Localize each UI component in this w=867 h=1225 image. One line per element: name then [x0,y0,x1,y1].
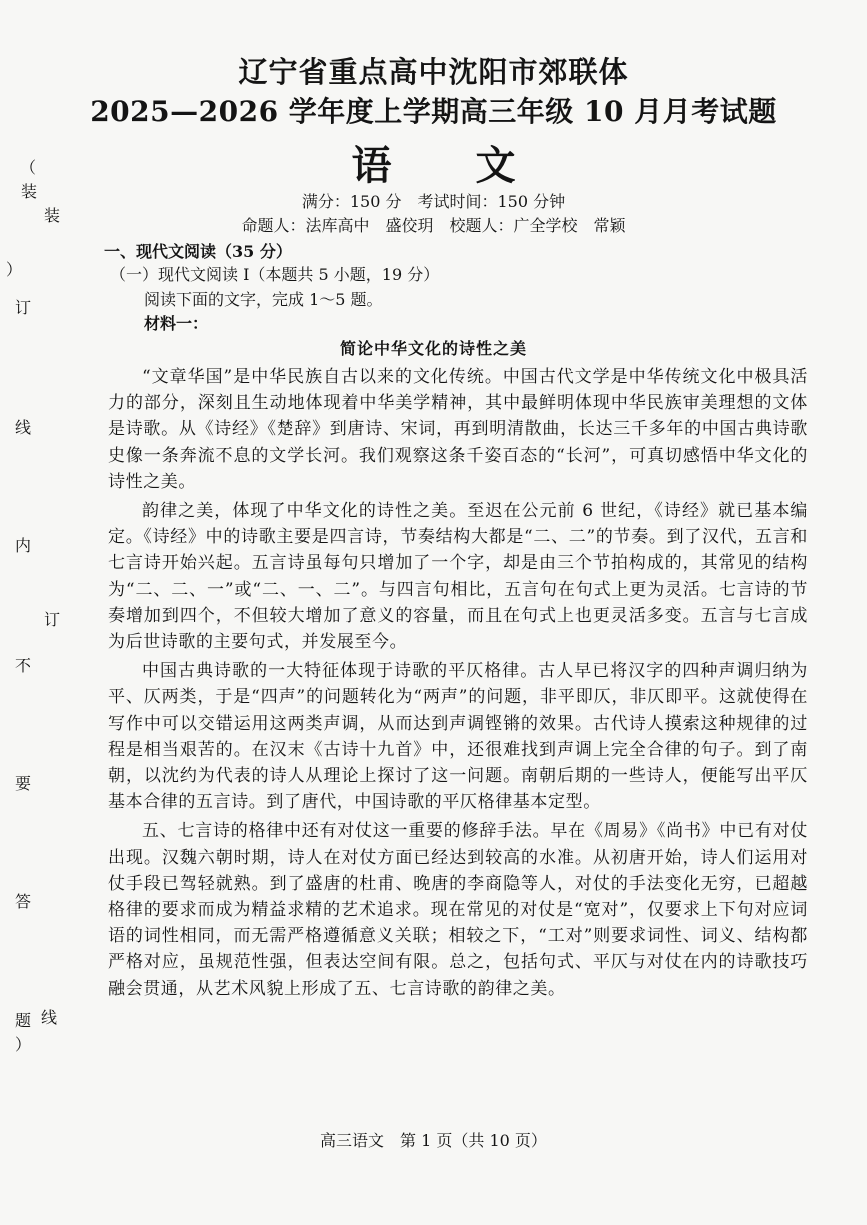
binding-outer-5: 内 [15,536,32,555]
article-title: 简论中华文化的诗性之美 [339,339,527,358]
section-subtitle: （一）现代文阅读 I（本题共 5 小题，19 分） [110,265,440,284]
binding-outer-9: 题 [15,1011,32,1030]
article-paragraph-2: 韵律之美，体现了中华文化的诗性之美。至迟在公元前 6 世纪，《诗经》就已基本编定。《诗经》中的诗歌主要是四言诗，节奏结构大都是“二、二”的节奏。到了汉代，五言和七言诗开始兴起。五言诗虽每句只增加了一个字，却是由三个节拍构成的，其常见的结构为“二、二、一”或“二、一、二”。与四言句相比，五言句在句式上更为灵活。七言诗的节奏增加到四个，不但较大增加了意义的容量，而且在句式上也更灵活多变。五言与七言成为后世诗歌的主要句式，并发展至今。 [108,501,808,653]
binding-inner-0: 装 [44,206,61,225]
binding-outer-8: 答 [15,892,32,911]
binding-outer-0: （ [20,158,37,177]
exam-term-title: 2025—2026 学年度上学期高三年级 10 月月考试题 [90,95,777,128]
binding-outer-7: 要 [15,774,32,793]
article-paragraph-4: 五、七言诗的格律中还有对仗这一重要的修辞手法。早在《周易》《尚书》中已有对仗出现。汉魏六朝时期，诗人在对仗方面已经达到较高的水准。从初唐开始，诗人们运用对仗手段已驾轻就熟。到了盛唐的杜甫、晚唐的李商隐等人，对仗的手法变化无穷，已超越格律的要求而成为精益求精的艺术追求。现在常见的对仗是“宽对”，仅要求上下句对应词语的词性相同，而无需严格遵循意义关联；相较之下，“工对”则要求词性、词义、结构都严格对应，虽规范性强，但表达空间有限。总之，包括句式、平仄与对仗在内的诗歌技巧融会贯通，从艺术风貌上形成了五、七言诗歌的韵律之美。 [108,821,808,999]
binding-outer-10: ） [15,1035,32,1054]
section-title: 一、现代文阅读（35 分） [104,242,292,261]
binding-outer-3: 订 [15,298,32,317]
binding-inner-2: 线 [41,1008,58,1027]
score-time-info: 满分：150 分 考试时间：150 分钟 [301,192,566,211]
subject-title: 语 文 [351,142,538,189]
binding-outer-1: 装 [21,182,38,201]
binding-outer-2: ） [6,260,23,279]
article-paragraph-1: “文章华国”是中华民族自古以来的文化传统。中国古代文学是中华传统文化中极具活力的部分，深刻且生动地体现着中华美学精神，其中最鲜明体现中华民族审美理想的文体是诗歌。从《诗经》《楚辞》到唐诗、宋词，再到明清散曲，长达三千多年的中国古典诗歌史像一条奔流不息的文学长河。我们观察这条千姿百态的“长河”，可真切感悟中华文化的诗性之美。 [108,367,808,492]
authors-info: 命题人：法库高中 盛佼玥 校题人：广全学校 常颖 [241,216,626,235]
section-instruction: 阅读下面的文字，完成 1～5 题。 [144,290,383,309]
article-body [108,364,808,1002]
binding-inner-1: 订 [44,610,61,629]
article-paragraph-3: 中国古典诗歌的一大特征体现于诗歌的平仄格律。古人早已将汉字的四种声调归纳为平、仄两类，于是“四声”的问题转化为“两声”的问题，非平即仄，非仄即平。这就使得在写作中可以交错运用这两类声调，从而达到声调铿锵的效果。古代诗人摸索这种规律的过程是相当艰苦的。在汉末《古诗十九首》中，还很难找到声调上完全合律的句子。到了南朝，以沈约为代表的诗人从理论上探讨了这一问题。南朝后期的一些诗人，便能写出平仄基本合律的五言诗。到了唐代，中国诗歌的平仄格律基本定型。 [108,661,808,813]
binding-outer-6: 不 [15,656,32,675]
page-footer: 高三语文 第 1 页（共 10 页） [320,1131,547,1150]
binding-outer-4: 线 [15,418,32,437]
exam-school-title: 辽宁省重点高中沈阳市郊联体 [238,55,629,89]
material-label: 材料一： [144,314,209,333]
